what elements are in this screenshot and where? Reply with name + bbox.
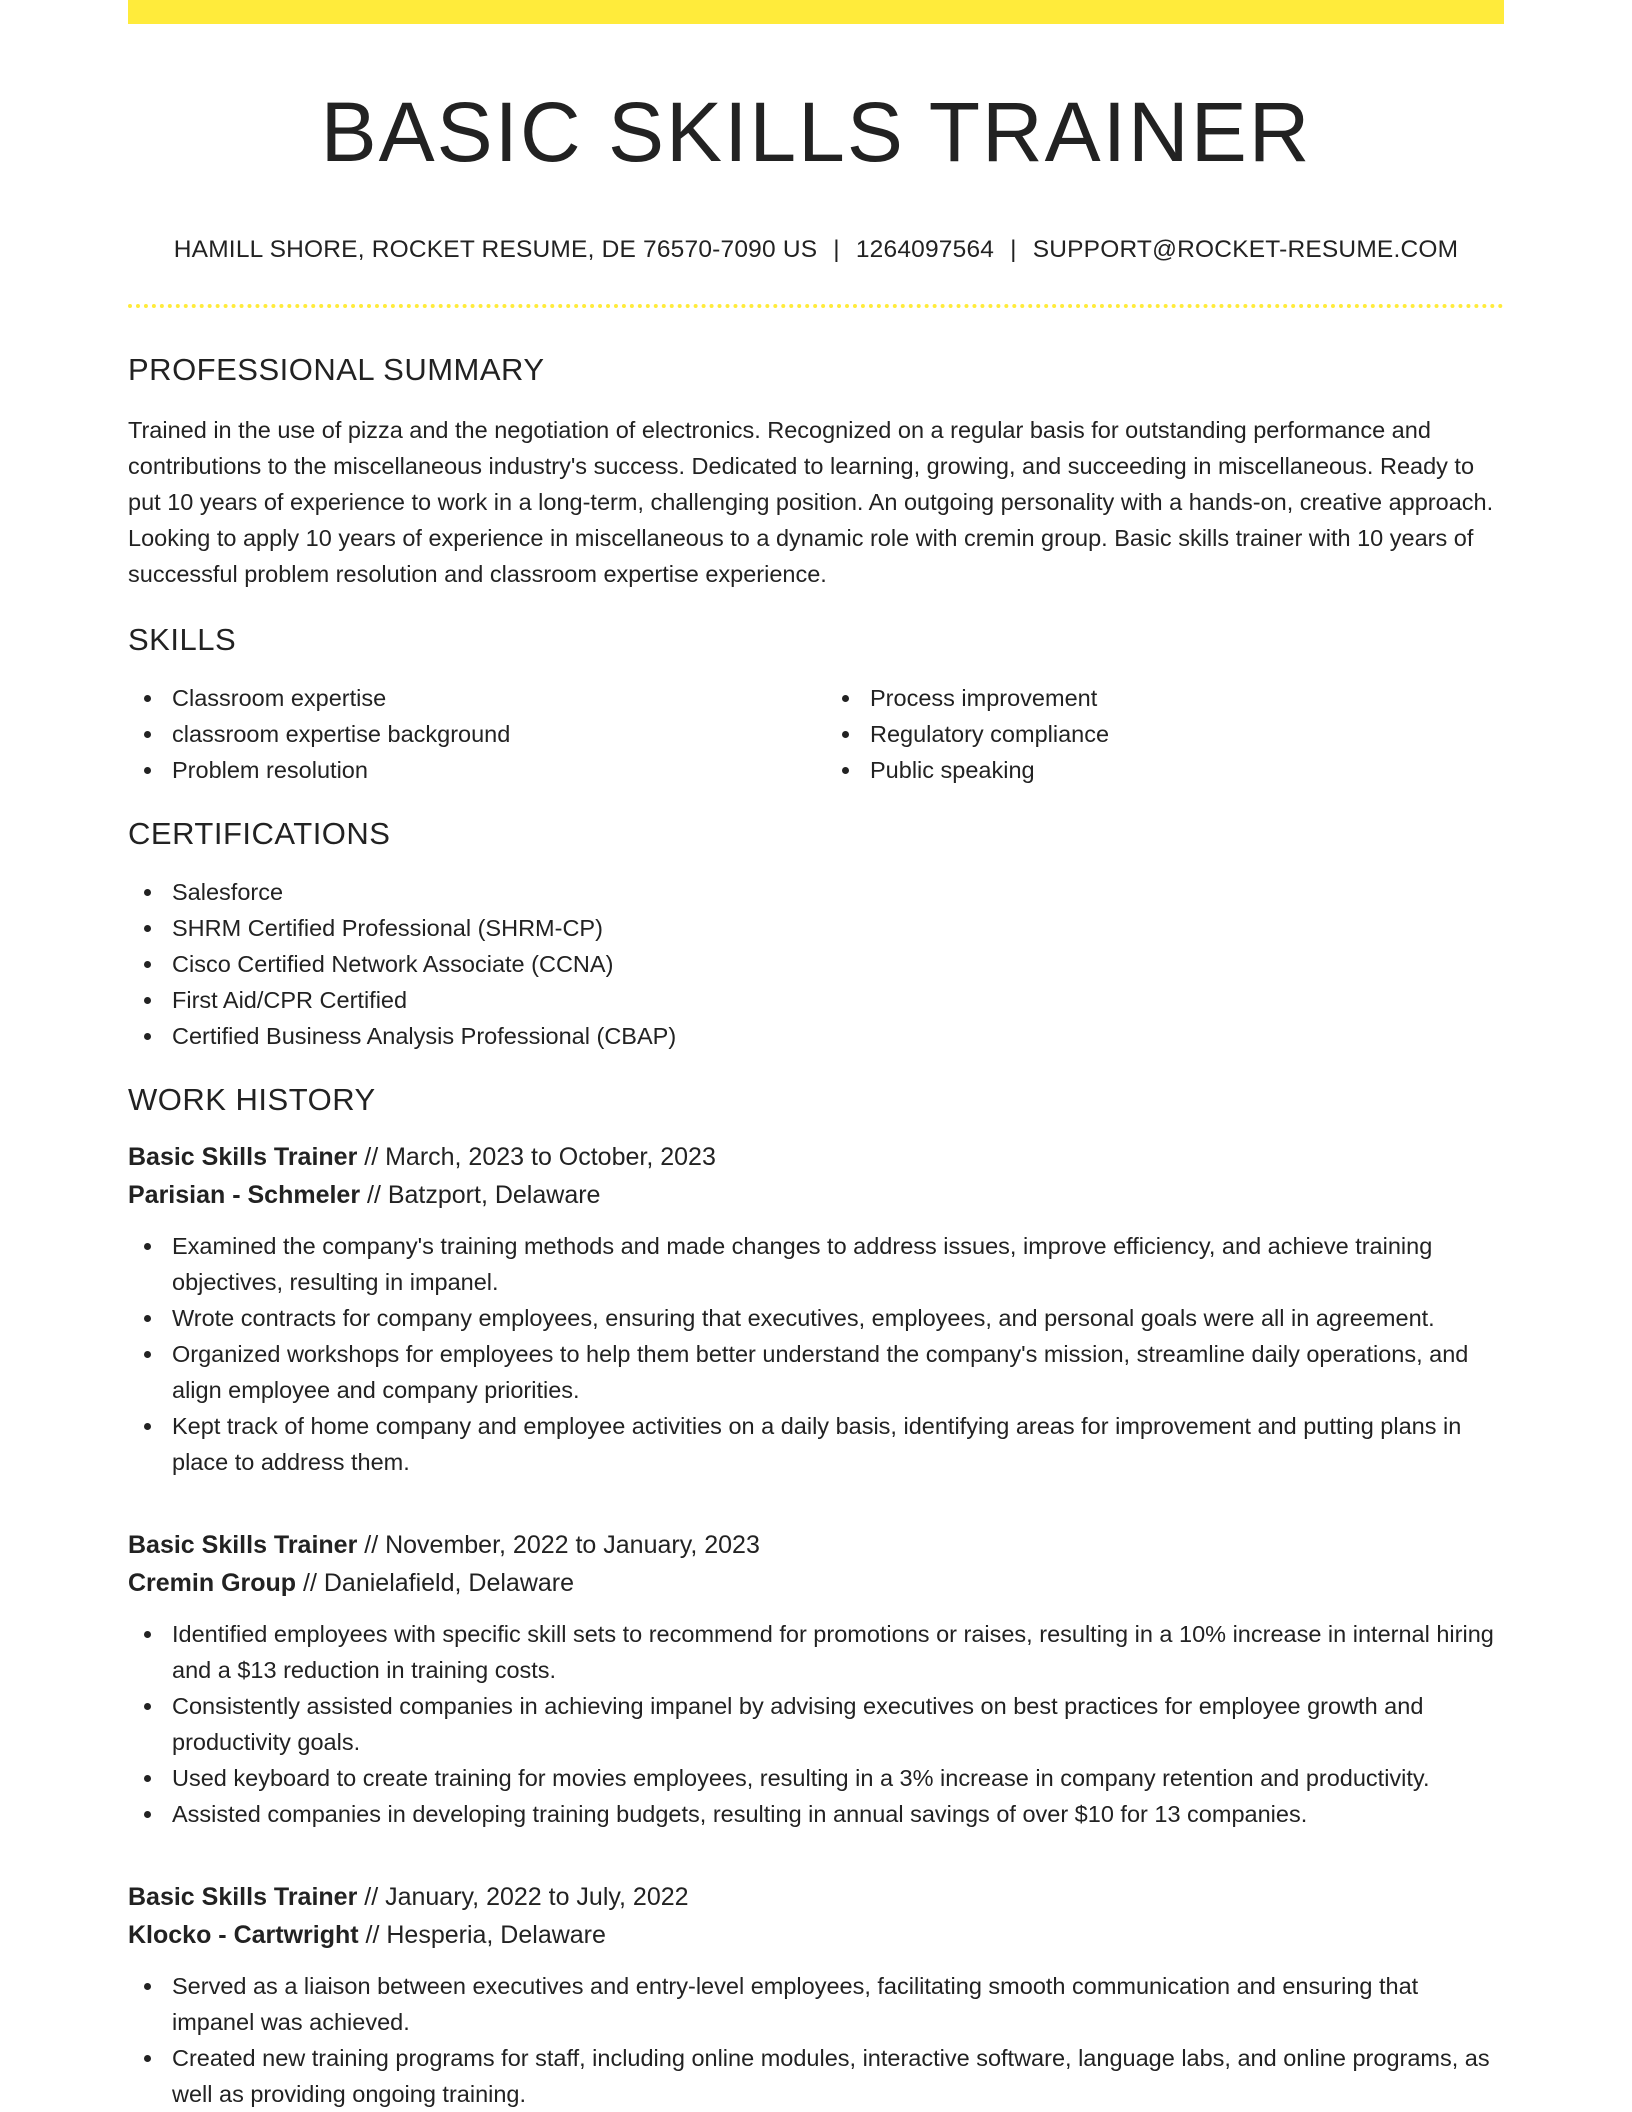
skill-item: Regulatory compliance <box>826 716 1504 752</box>
skills-grid <box>128 680 1504 788</box>
job-bullets <box>128 1616 1504 1832</box>
job-company-line <box>128 1564 1504 1602</box>
job-location: // Danielafield, Delaware <box>303 1569 575 1598</box>
job-company-line <box>128 1916 1504 1954</box>
certifications-list <box>128 874 1504 1054</box>
skill-item: Problem resolution <box>128 752 806 788</box>
certification-item: Cisco Certified Network Associate (CCNA) <box>128 946 1504 982</box>
summary-heading: PROFESSIONAL SUMMARY <box>128 352 545 388</box>
job-bullet: Identified employees with specific skill sets to recommend for promotions or raises, resulting in a 10% increase in internal hiring and a $13 reduction in training costs. <box>128 1616 1504 1688</box>
work-history-heading: WORK HISTORY <box>128 1082 376 1118</box>
job-location: // Hesperia, Delaware <box>365 1921 606 1950</box>
job-bullet: Kept track of home company and employee activities on a daily basis, identifying areas for improvement and putting plans in place to address them. <box>128 1408 1504 1480</box>
job-bullet: Wrote contracts for company employees, ensuring that executives, employees, and personal goals were all in agreement. <box>128 1300 1504 1336</box>
job-company: Klocko - Cartwright <box>128 1921 359 1950</box>
skill-item: Classroom expertise <box>128 680 806 716</box>
job-entry <box>128 1526 1504 1832</box>
certification-item: First Aid/CPR Certified <box>128 982 1504 1018</box>
certification-item: Certified Business Analysis Professional (CBAP) <box>128 1018 1504 1054</box>
skill-item: Process improvement <box>826 680 1504 716</box>
job-bullets <box>128 1968 1504 2112</box>
dotted-divider <box>128 304 1504 308</box>
job-bullet: Created new training programs for staff, including online modules, interactive software, language labs, and online programs, as well as providing ongoing training. <box>128 2040 1504 2112</box>
contact-email: SUPPORT@ROCKET-RESUME.COM <box>1032 236 1459 264</box>
job-dates: // November, 2022 to January, 2023 <box>364 1531 760 1560</box>
certification-item: SHRM Certified Professional (SHRM-CP) <box>128 910 1504 946</box>
contact-separator: | <box>833 236 840 264</box>
job-role-line <box>128 1526 1504 1564</box>
job-role: Basic Skills Trainer <box>128 1143 358 1172</box>
job-entry <box>128 1878 1504 2112</box>
job-bullet: Served as a liaison between executives and entry-level employees, facilitating smooth communication and ensuring that impanel was achieved. <box>128 1968 1504 2040</box>
summary-text: Trained in the use of pizza and the negotiation of electronics. Recognized on a regular basis for outstanding performance and contributions to the miscellaneous industry's success. Dedicated to learning, growing, and succeeding in miscellaneous. Ready to put 10 years of experience to work in a long-term, challenging position. An outgoing personality with a hands-on, creative approach. Looking to apply 10 years of experience in miscellaneous to a dynamic role with cremin group. Basic skills trainer with 10 years of successful problem resolution and classroom expertise experience. <box>128 417 1494 588</box>
job-bullet: Examined the company's training methods and made changes to address issues, improve efficiency, and achieve training objectives, resulting in impanel. <box>128 1228 1504 1300</box>
skills-list-right <box>826 680 1504 788</box>
job-dates: // March, 2023 to October, 2023 <box>364 1143 716 1172</box>
job-bullet: Consistently assisted companies in achieving impanel by advising executives on best practices for employee growth and productivity goals. <box>128 1688 1504 1760</box>
skill-item: classroom expertise background <box>128 716 806 752</box>
job-company: Cremin Group <box>128 1569 297 1598</box>
skills-heading: SKILLS <box>128 622 237 658</box>
resume-name: BASIC SKILLS TRAINER <box>320 85 1312 179</box>
skill-item: Public speaking <box>826 752 1504 788</box>
job-dates: // January, 2022 to July, 2022 <box>364 1883 689 1912</box>
job-role-line <box>128 1878 1504 1916</box>
job-bullets <box>128 1228 1504 1480</box>
contact-phone: 1264097564 <box>855 236 995 264</box>
skills-list-left <box>128 680 806 788</box>
contact-line <box>128 236 1504 264</box>
job-role: Basic Skills Trainer <box>128 1883 358 1912</box>
contact-separator: | <box>1010 236 1017 264</box>
job-company: Parisian - Schmeler <box>128 1181 361 1210</box>
job-bullet: Organized workshops for employees to help them better understand the company's mission, streamline daily operations, and align employee and company priorities. <box>128 1336 1504 1408</box>
certifications-heading: CERTIFICATIONS <box>128 816 391 852</box>
job-company-line <box>128 1176 1504 1214</box>
job-location: // Batzport, Delaware <box>367 1181 601 1210</box>
job-role: Basic Skills Trainer <box>128 1531 358 1560</box>
job-bullet: Used keyboard to create training for movies employees, resulting in a 3% increase in company retention and productivity. <box>128 1760 1504 1796</box>
job-bullet: Assisted companies in developing training budgets, resulting in annual savings of over $10 for 13 companies. <box>128 1796 1504 1832</box>
job-role-line <box>128 1138 1504 1176</box>
contact-address: HAMILL SHORE, ROCKET RESUME, DE 76570-7090 US <box>173 236 818 264</box>
job-entry <box>128 1138 1504 1480</box>
certification-item: Salesforce <box>128 874 1504 910</box>
top-accent-bar <box>128 0 1504 24</box>
